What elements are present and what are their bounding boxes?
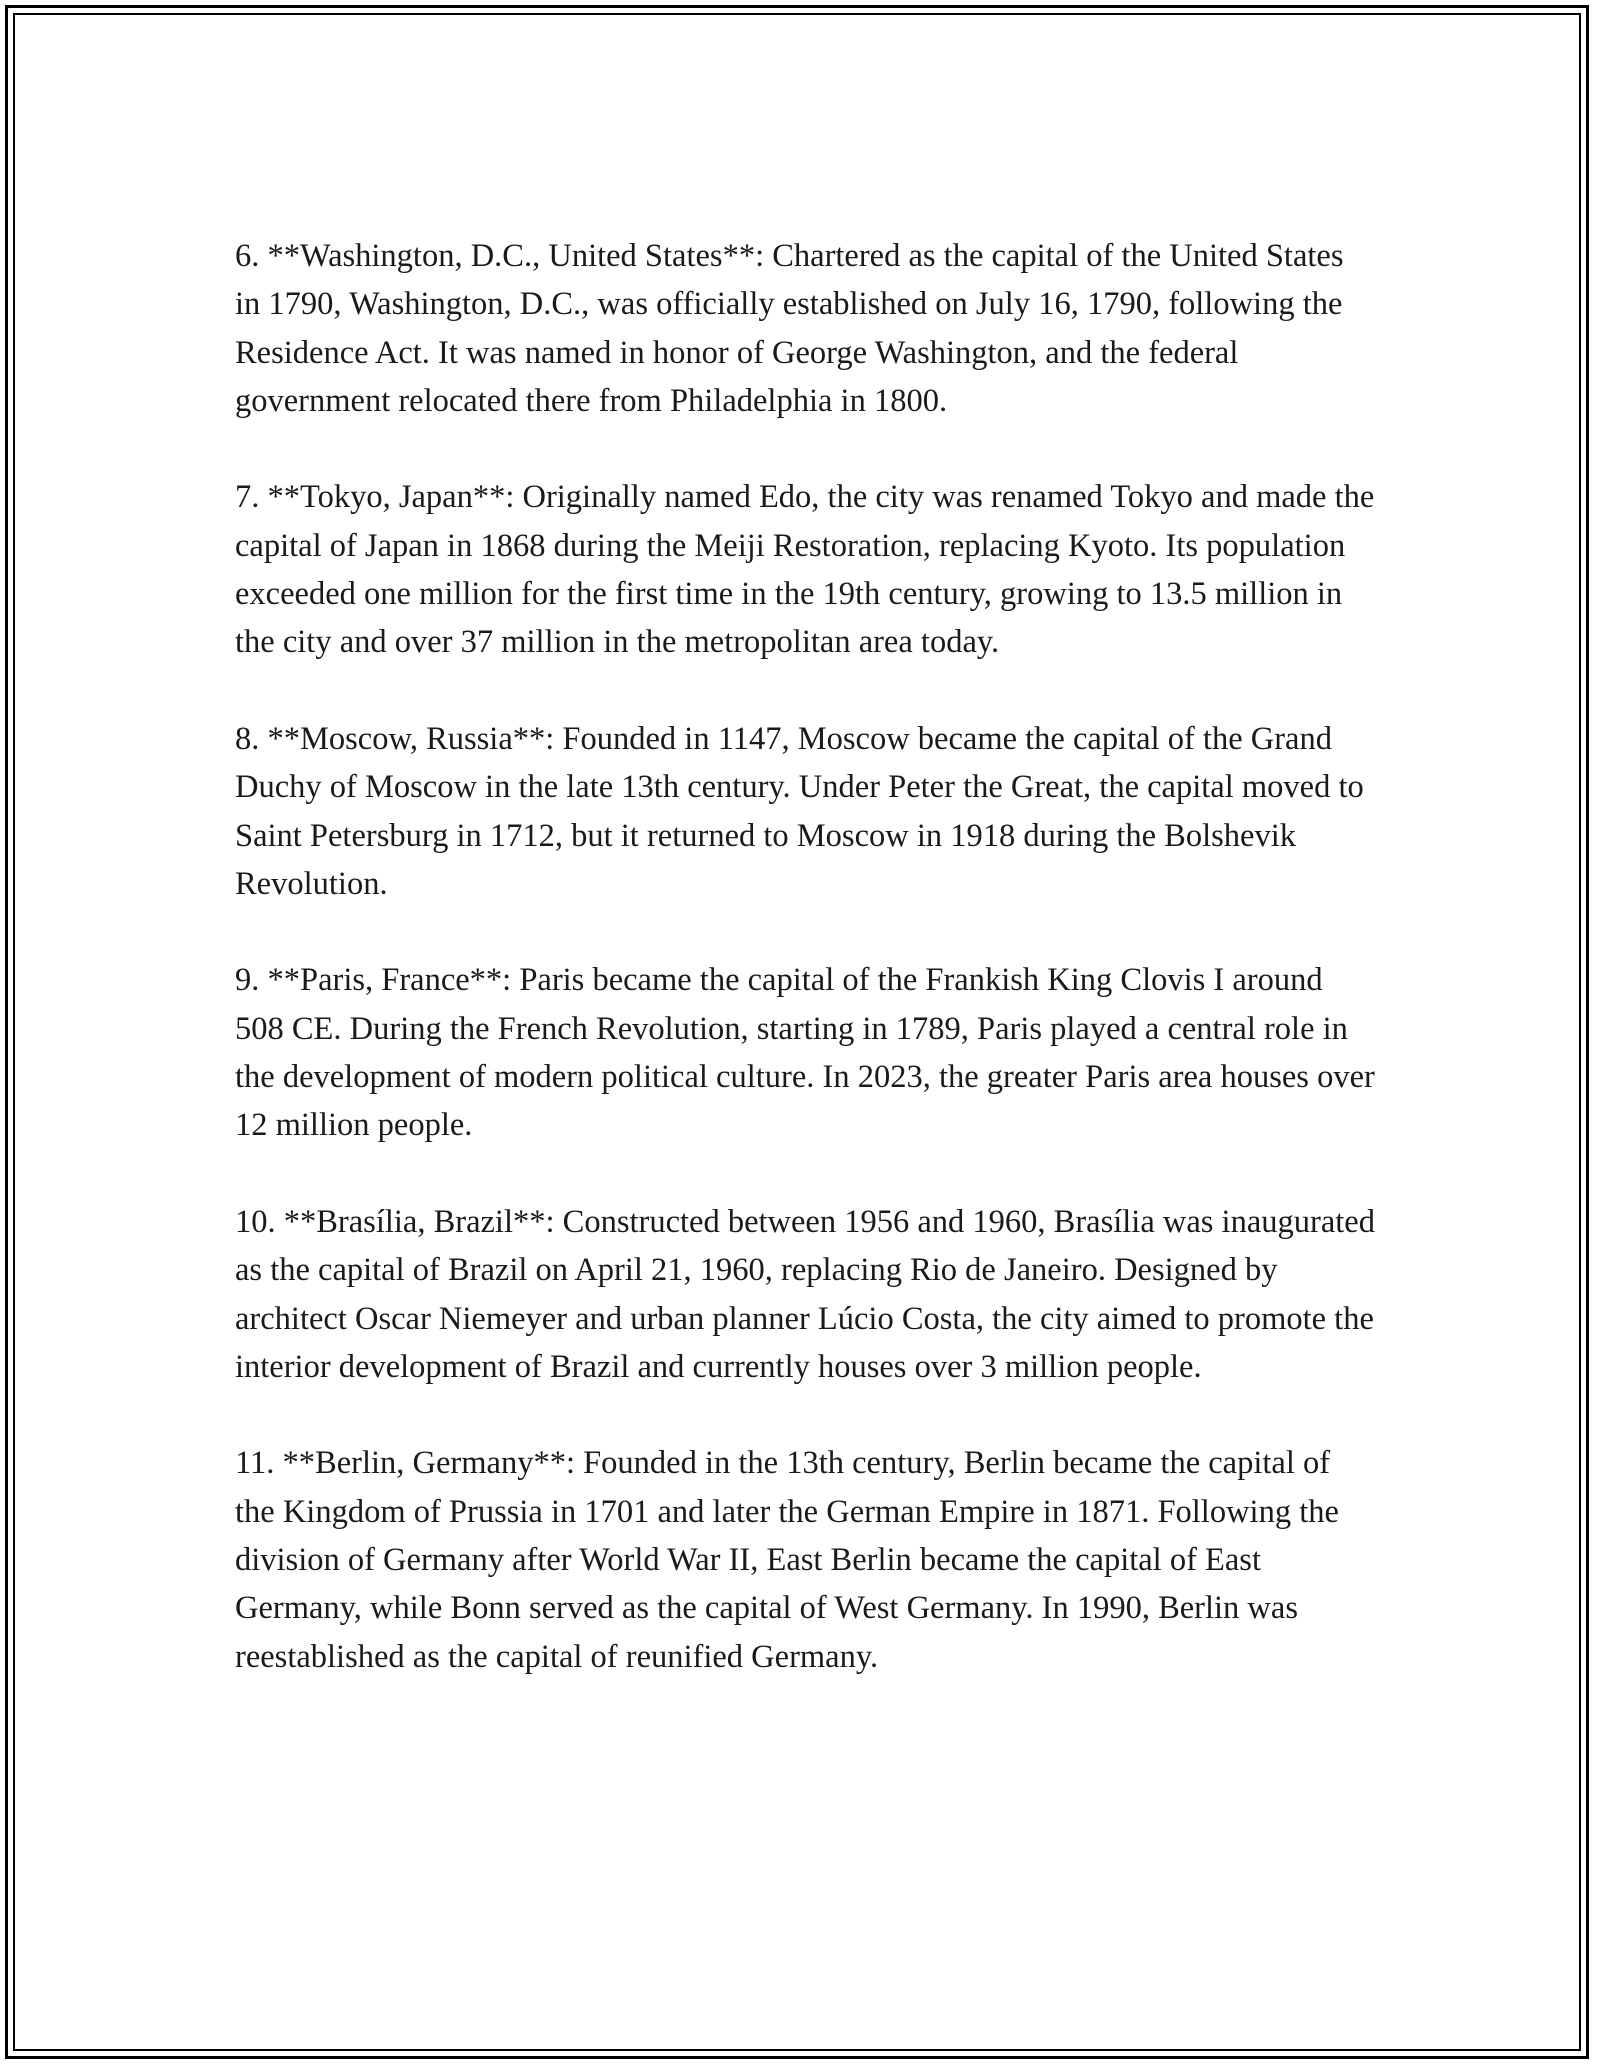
paragraph-brasilia: 10. **Brasília, Brazil**: Constructed between 1956 and 1960, Brasília was inaugurated as the capital of Brazil on April 21, 1960, replacing Rio de Janeiro. Designed by architect Oscar Niemeyer and urban planner Lúcio Costa, the city aimed to promote the interior development of Brazil and currently houses over 3 million people. — [235, 1203, 1375, 1385]
paragraph-berlin: 11. **Berlin, Germany**: Founded in the 13th century, Berlin became the capital of the Kingdom of Prussia in 1701 and later the German Empire in 1871. Following the division of Germany after World War II, East Berlin became the capital of East Germany, while Bonn served as the capital of West Germany. In 1990, Berlin was reestablished as the capital of reunified Germany. — [235, 1445, 1339, 1675]
paragraph-washington: 6. **Washington, D.C., United States**: Chartered as the capital of the United States in 1790, Washington, D.C., was officially established on July 16, 1790, following the Residence Act. It was named in honor of George Washington, and the federal government relocated there from Philadelphia in 1800. — [235, 238, 1344, 419]
paragraph-tokyo: 7. **Tokyo, Japan**: Originally named Edo, the city was renamed Tokyo and made the capital of Japan in 1868 during the Meiji Restoration, replacing Kyoto. Its population exceeded one million for the first time in the 19th century, growing to 13.5 million in the city and over 37 million in the metropolitan area today. — [235, 479, 1375, 661]
document-body — [235, 232, 1375, 1681]
paragraph-paris: 9. **Paris, France**: Paris became the capital of the Frankish King Clovis I around 508 CE. During the French Revolution, starting in 1789, Paris played a central role in the development of modern political culture. In 2023, the greater Paris area houses over 12 million people. — [235, 962, 1375, 1144]
paragraph-moscow: 8. **Moscow, Russia**: Founded in 1147, Moscow became the capital of the Grand Duchy of Moscow in the late 13th century. Under Peter the Great, the capital moved to Saint Petersburg in 1712, but it returned to Moscow in 1918 during the Bolshevik Revolution. — [235, 720, 1364, 902]
